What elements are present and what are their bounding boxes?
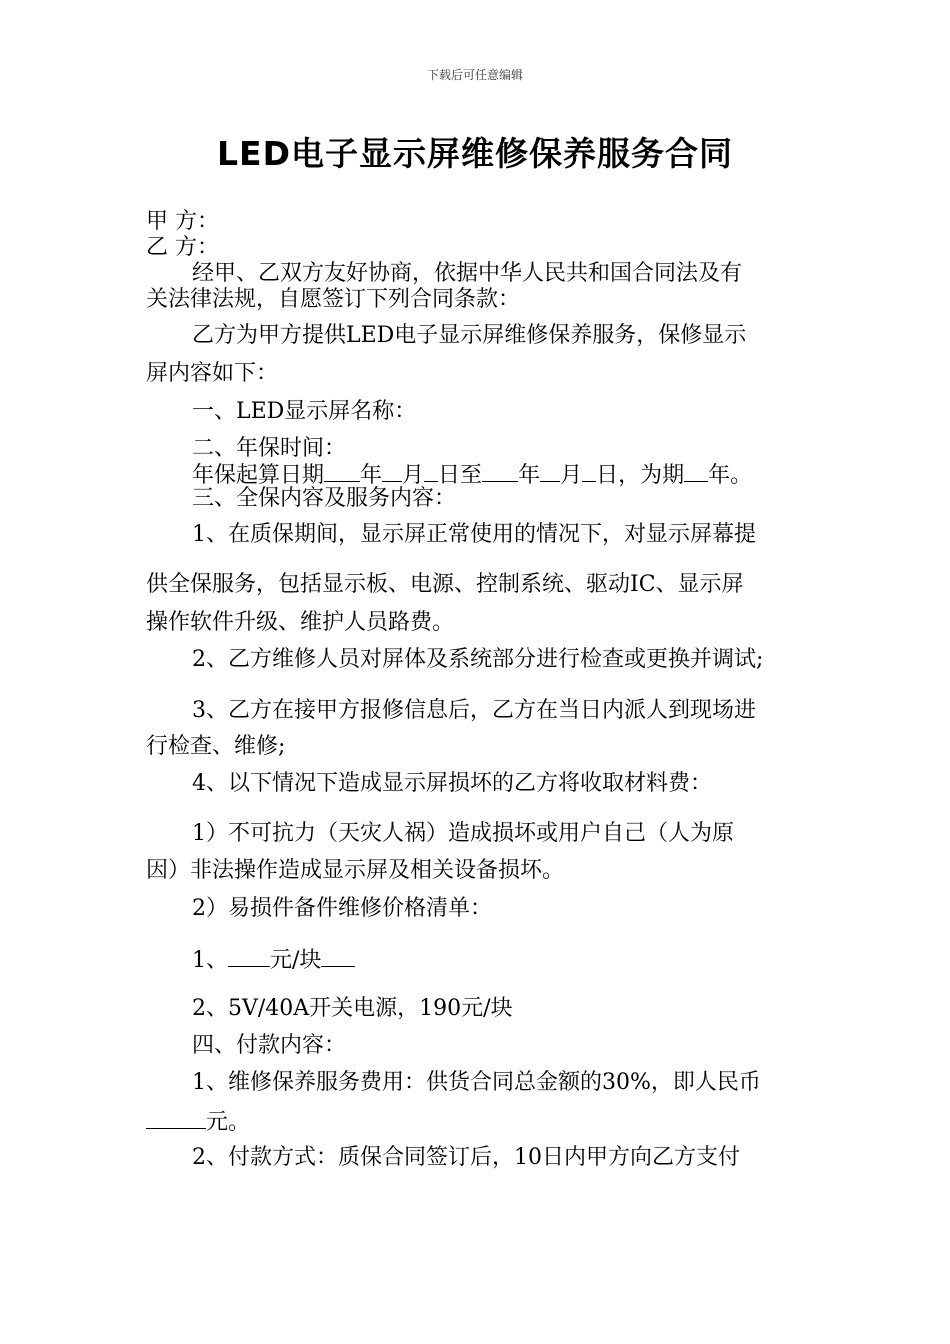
payment-1-unit: 元。 — [206, 1110, 251, 1135]
blank-price-note — [321, 946, 355, 967]
party-b-line: 乙 方： — [146, 235, 219, 260]
payment-2-line: 2、付款方式：质保合同签订后，10日内甲方向乙方支付 — [192, 1145, 740, 1170]
blank-end-day — [582, 461, 596, 482]
document-title: LED电子显示屏维修保养服务合同 — [217, 134, 733, 173]
price-item-1-unit: 元/块 — [270, 948, 322, 973]
period-text-end-month: 月 — [560, 463, 583, 488]
item-3-line-2: 行检查、维修; — [146, 734, 286, 759]
scope-line-1: 乙方为甲方提供LED电子显示屏维修保养服务，保修显示 — [192, 323, 747, 348]
period-text-start: 年保起算日期 — [192, 463, 325, 488]
section-1-heading: 一、LED显示屏名称： — [192, 399, 417, 424]
sub-item-1-line-1: 1）不可抗力（天灾人祸）造成损坏或用户自己（人为原 — [192, 821, 734, 846]
sub-item-2-line: 2）易损件备件维修价格清单： — [192, 896, 492, 921]
section-2-heading: 二、年保时间： — [192, 436, 347, 461]
item-1-line-1: 1、在质保期间，显示屏正常使用的情况下，对显示屏幕提 — [192, 522, 756, 547]
blank-years — [684, 461, 708, 482]
blank-price — [228, 946, 270, 967]
payment-1-line-1: 1、维修保养服务费用：供货合同总金额的30%，即人民币 — [192, 1070, 761, 1095]
period-text-month: 月 — [402, 463, 425, 488]
period-text-duration: 日，为期 — [596, 463, 685, 488]
price-item-1-number: 1、 — [192, 948, 228, 973]
payment-1-line-2 — [146, 1108, 250, 1134]
item-2-line: 2、乙方维修人员对屏体及系统部分进行检查或更换并调试; — [192, 647, 764, 672]
blank-start-day — [424, 461, 438, 482]
party-a-line: 甲 方： — [146, 209, 219, 234]
period-line — [192, 461, 752, 487]
item-1-line-2: 供全保服务，包括显示板、电源、控制系统、驱动IC、显示屏 — [146, 572, 744, 597]
item-4-line: 4、以下情况下造成显示屏损坏的乙方将收取材料费： — [192, 771, 712, 796]
sub-item-1-line-2: 因）非法操作造成显示屏及相关设备损坏。 — [146, 858, 565, 883]
item-3-line-1: 3、乙方在接甲方报修信息后，乙方在当日内派人到现场进 — [192, 698, 756, 723]
period-text-end-year: 年 — [518, 463, 541, 488]
section-3-heading: 三、全保内容及服务内容： — [192, 486, 457, 511]
price-item-1-line — [192, 946, 355, 972]
blank-amount — [146, 1108, 206, 1129]
blank-end-month — [540, 461, 560, 482]
period-text-end: 年。 — [708, 463, 753, 488]
blank-end-year — [482, 461, 518, 482]
section-4-heading: 四、付款内容： — [192, 1033, 347, 1058]
intro-line-1: 经甲、乙双方友好协商，依据中华人民共和国合同法及有 — [192, 261, 743, 286]
scope-line-2: 屏内容如下： — [146, 361, 279, 386]
header-note: 下载后可任意编辑 — [426, 68, 523, 82]
period-text-year: 年 — [360, 463, 383, 488]
blank-start-year — [324, 461, 360, 482]
item-1-line-3: 操作软件升级、维护人员路费。 — [146, 610, 455, 635]
price-item-2-line: 2、5V/40A开关电源，190元/块 — [192, 996, 513, 1021]
intro-line-2: 关法律法规，自愿签订下列合同条款： — [146, 287, 521, 312]
blank-start-month — [382, 461, 402, 482]
period-text-to: 日至 — [438, 463, 483, 488]
